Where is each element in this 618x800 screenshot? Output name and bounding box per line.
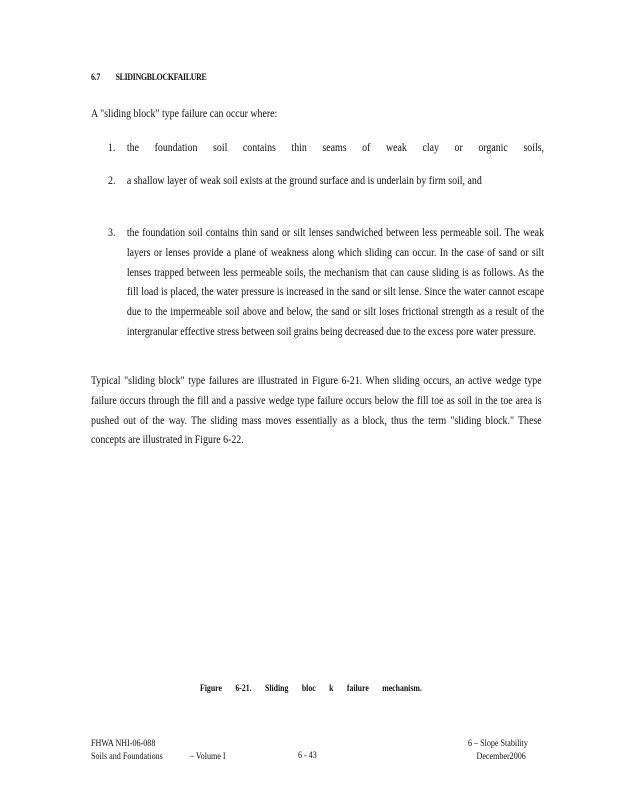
footer-right <box>468 738 528 763</box>
section-number: 6.7 <box>91 73 101 83</box>
footer-chapter: 6 – Slope Stability <box>468 739 528 749</box>
footer-left <box>91 738 226 763</box>
footer-document-title: Soils and Foundations <box>91 751 163 762</box>
intro-paragraph: A "sliding block" type failure can occur where: <box>91 108 278 120</box>
figure-caption: Figure 6-21. Sliding bloc k failure mechanism. <box>200 684 422 694</box>
footer-date: December2006 <box>476 751 526 762</box>
footer-volume: – Volume I <box>189 751 226 762</box>
body-paragraph: Typical "sliding block" type failures are illustrated in Figure 6-21. When sliding occurs, an active wedge type failure occurs through the fill and a passive wedge type failure occurs below the fill toe as soil in the toe area is pushed out of the way. The sliding mass moves essentially as a block, thus the term "sliding block." These concepts are illustrated in Figure 6-22. <box>91 375 542 447</box>
list-item-number: 2. <box>108 175 116 187</box>
list-item-text: a shallow layer of weak soil exists at the ground surface and is underlain by firm soil, and <box>126 175 482 187</box>
page-number: 6 - 43 <box>298 751 317 761</box>
footer-report-number: FHWA NHI-06-088 <box>91 739 156 749</box>
section-heading <box>91 73 206 83</box>
list-item-number: 3. <box>108 227 116 239</box>
list-item-text: the foundation soil contains thin seams of weak clay or organic soils, <box>126 142 545 154</box>
list-item-text: the foundation soil contains thin sand or silt lenses sandwiched between less permeable soil. The weak layers or lenses provide a plane of weakness along which sliding can occur. In the case of sand or silt lenses trapped between less permeable soils, the mechanism that can cause sliding is as follows. As the fill load is placed, the water pressure is increased in the sand or silt lense. Since the water cannot escape due to the impermeable soil above and below, the sand or silt loses frictional strength as a result of the intergranular effective stress between soil grains being decreased due to the excess pore water pressure. <box>126 227 545 338</box>
list-item-number: 1. <box>108 142 116 154</box>
section-title: SLIDINGBLOCKFAILURE <box>115 73 207 83</box>
